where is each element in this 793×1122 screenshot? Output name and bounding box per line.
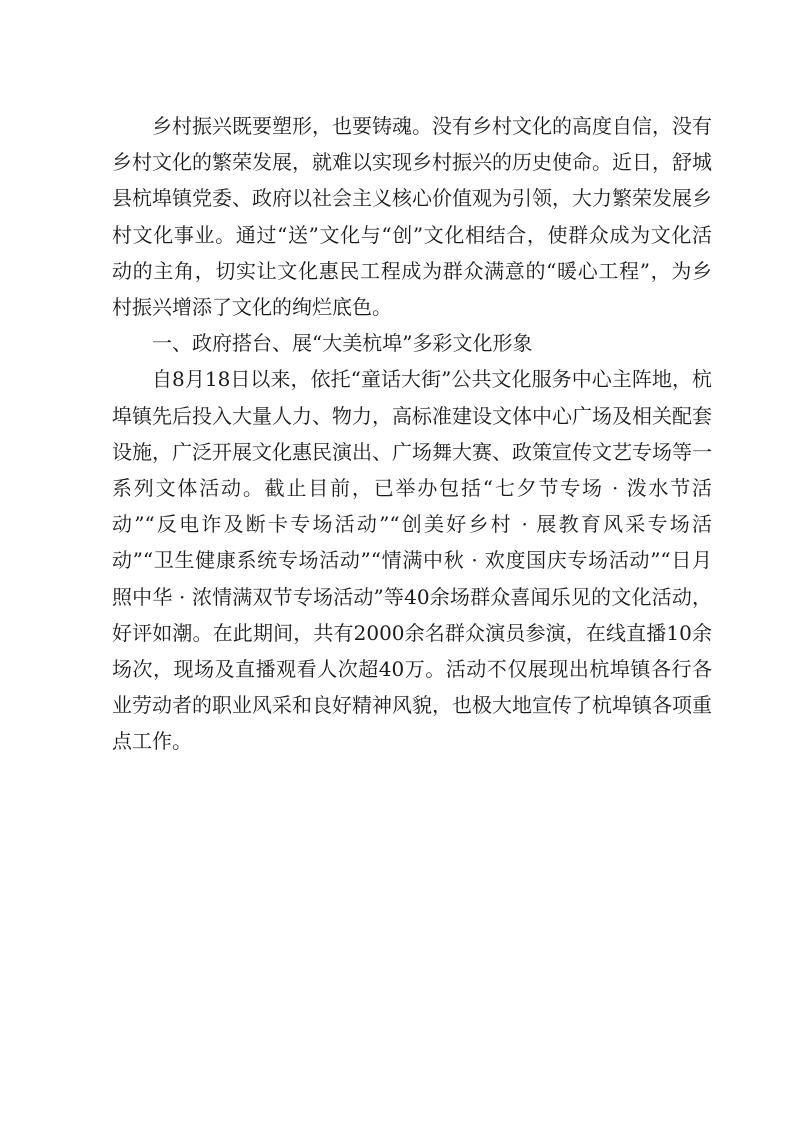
intro-paragraph: 乡村振兴既要塑形，也要铸魂。没有乡村文化的高度自信，没有乡村文化的繁荣发展，就难以实现乡村振兴的历史使命。近日，舒城县杭埠镇党委、政府以社会主义核心价值观为引领，大力繁荣发展乡村文化事业。通过“送”文化与“创”文化相结合，使群众成为文化活动的主角，切实让文化惠民工程成为群众满意的“暖心工程”，为乡村振兴增添了文化的绚烂底色。 <box>112 114 712 320</box>
document-body <box>112 108 712 760</box>
section-paragraph: 自8月18日以来，依托“童话大街”公共文化服务中心主阵地，杭埠镇先后投入大量人力、物力，高标准建设文体中心广场及相关配套设施，广泛开展文化惠民演出、广场舞大赛、政策宣传文艺专场等一系列文体活动。截止目前，已举办包括“七夕节专场 · 泼水节活动”“反电诈及断卡专场活动”“创美好乡村 · 展教育风采专场活动”“卫生健康系统专场活动”“情满中秋 · 欢度国庆专场活动”“日月照中华 · 浓情满双节专场活动”等40余场群众喜闻乐见的文化活动，好评如潮。在此期间，共有2000余名群众演员参演，在线直播10余场次，现场及直播观看人次超40万。活动不仅展现出杭埠镇各行各业劳动者的职业风采和良好精神风貌，也极大地宣传了杭埠镇各项重点工作。 <box>112 367 712 754</box>
section-heading: 一、政府搭台、展“大美杭埠”多彩文化形象 <box>152 331 533 356</box>
